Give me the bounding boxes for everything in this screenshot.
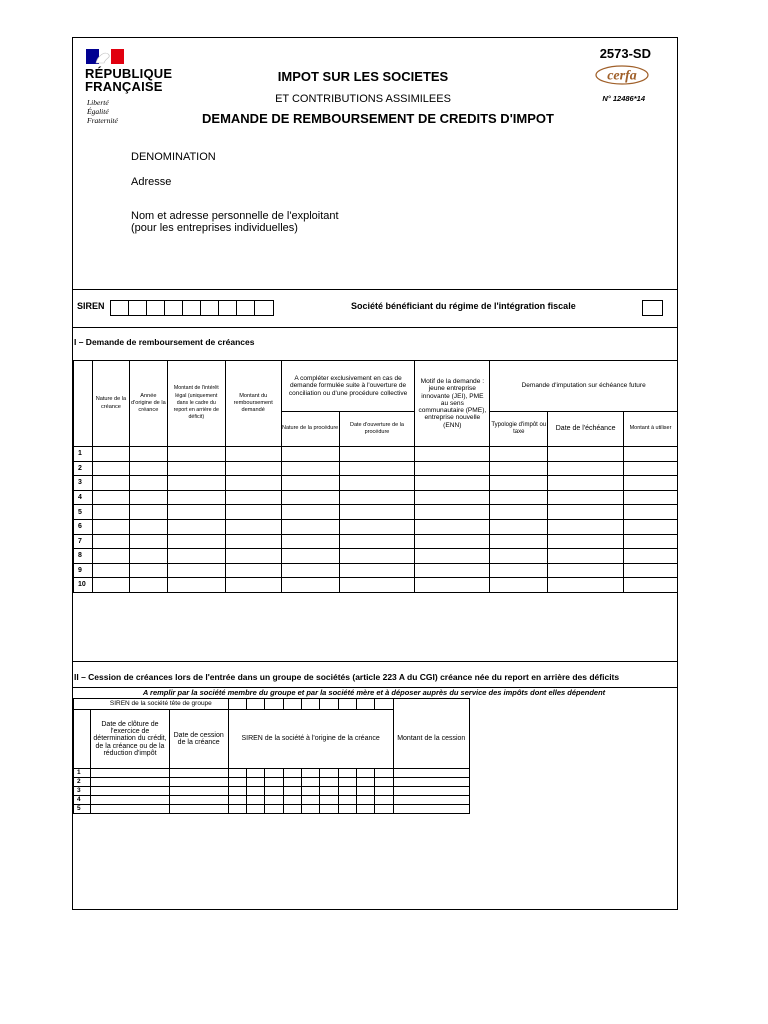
table-cell[interactable] bbox=[339, 578, 415, 593]
table-cell[interactable] bbox=[92, 519, 129, 534]
table-cell[interactable] bbox=[415, 534, 490, 549]
table-cell[interactable] bbox=[225, 505, 281, 520]
table-cell[interactable] bbox=[393, 769, 469, 778]
siren-label: SIREN bbox=[77, 301, 105, 311]
table-cell[interactable] bbox=[129, 461, 167, 476]
table-row bbox=[74, 447, 678, 462]
row-number: 9 bbox=[74, 563, 93, 578]
table-cell[interactable] bbox=[129, 563, 167, 578]
table-cell[interactable] bbox=[548, 563, 624, 578]
table-cell[interactable] bbox=[129, 519, 167, 534]
table-cell[interactable] bbox=[283, 805, 301, 814]
table-cell[interactable] bbox=[92, 476, 129, 491]
exploitant-label-line2: (pour les entreprises individuelles) bbox=[131, 222, 298, 234]
table-cell[interactable] bbox=[129, 534, 167, 549]
divider bbox=[73, 327, 677, 328]
table-row bbox=[74, 796, 470, 805]
table-cell[interactable] bbox=[624, 476, 678, 491]
table-cell[interactable] bbox=[624, 519, 678, 534]
table-cell[interactable] bbox=[301, 778, 319, 787]
table-cell[interactable] bbox=[129, 447, 167, 462]
section2-title: II – Cession de créances lors de l'entrée dans un groupe de sociétés (article 223 A du CGI) créance née du report en arrière des déficits bbox=[74, 672, 620, 682]
logo-republic-text bbox=[85, 67, 172, 93]
motto-liberte: Liberté bbox=[87, 98, 109, 107]
form-subtitle: ET CONTRIBUTIONS ASSIMILEES bbox=[275, 93, 451, 105]
table-cell[interactable] bbox=[356, 796, 374, 805]
header-interet-legal: Montant de l'intérêt légal (uniquement dans le cadre du report en arrière de déficit) bbox=[167, 361, 225, 447]
motto-egalite: Égalité bbox=[87, 107, 109, 116]
table-cell[interactable] bbox=[548, 476, 624, 491]
row-number: 4 bbox=[74, 490, 93, 505]
table-cell[interactable] bbox=[92, 490, 129, 505]
table-cell[interactable] bbox=[283, 769, 301, 778]
table-cell[interactable] bbox=[338, 805, 356, 814]
table-cell[interactable] bbox=[375, 805, 393, 814]
siren-tete-box[interactable] bbox=[338, 699, 356, 710]
table-cell[interactable] bbox=[265, 796, 283, 805]
table-cell[interactable] bbox=[129, 549, 167, 564]
row-number: 5 bbox=[74, 805, 91, 814]
table-cell[interactable] bbox=[225, 447, 281, 462]
table-cell[interactable] bbox=[375, 796, 393, 805]
header-procedure-group: A compléter exclusivement en cas de demande formulée suite à l'ouverture de conciliation ou d'une procédure collective bbox=[281, 361, 415, 412]
integration-fiscale-label: Société bénéficiant du régime de l'intégration fiscale bbox=[351, 301, 576, 311]
table-cell[interactable] bbox=[339, 505, 415, 520]
table-cell[interactable] bbox=[167, 476, 225, 491]
table-cell[interactable] bbox=[375, 778, 393, 787]
section1-title: I – Demande de remboursement de créances bbox=[74, 337, 255, 347]
table-cell[interactable] bbox=[548, 549, 624, 564]
siren-tete-box[interactable] bbox=[356, 699, 374, 710]
table-cell[interactable] bbox=[91, 778, 169, 787]
table-cell[interactable] bbox=[92, 578, 129, 593]
table-cell[interactable] bbox=[91, 787, 169, 796]
header-montant-cession: Montant de la cession bbox=[393, 710, 469, 769]
table-cell[interactable] bbox=[167, 519, 225, 534]
table-cell[interactable] bbox=[548, 461, 624, 476]
header-date-cloture: Date de clôture de l'exercice de détermination du crédit, de la créance ou de la réduction d'impôt bbox=[91, 710, 169, 769]
table-cell[interactable] bbox=[265, 778, 283, 787]
table-cell[interactable] bbox=[548, 490, 624, 505]
table-cell[interactable] bbox=[167, 490, 225, 505]
header-date-cession: Date de cession de la créance bbox=[169, 710, 228, 769]
cerfa-number: N° 12486*14 bbox=[602, 94, 645, 103]
table-row bbox=[74, 563, 678, 578]
table-cell[interactable] bbox=[169, 796, 228, 805]
table-cell[interactable] bbox=[281, 490, 339, 505]
table-row bbox=[74, 519, 678, 534]
table-cell[interactable] bbox=[225, 563, 281, 578]
siren-tete-box[interactable] bbox=[265, 699, 283, 710]
table-cell[interactable] bbox=[490, 578, 548, 593]
table-cell[interactable] bbox=[490, 476, 548, 491]
header-date-echeance: Date de l'échéance bbox=[548, 412, 624, 447]
table-cell[interactable] bbox=[624, 549, 678, 564]
header-montant-remboursement: Montant du remboursement demandé bbox=[225, 361, 281, 447]
table-cell[interactable] bbox=[225, 461, 281, 476]
motto-fraternite: Fraternité bbox=[87, 116, 118, 125]
table-row bbox=[74, 778, 470, 787]
table-cell[interactable] bbox=[92, 461, 129, 476]
table-row bbox=[74, 534, 678, 549]
table-cell[interactable] bbox=[301, 805, 319, 814]
table-cell[interactable] bbox=[92, 563, 129, 578]
header-annee-origine: Année d'origine de la créance bbox=[129, 361, 167, 447]
header-date-procedure: Date d'ouverture de la procédure bbox=[339, 412, 415, 447]
table-cell[interactable] bbox=[548, 578, 624, 593]
table-cell[interactable] bbox=[320, 769, 338, 778]
table-cell[interactable] bbox=[281, 505, 339, 520]
table-cell[interactable] bbox=[169, 778, 228, 787]
table-row bbox=[74, 461, 678, 476]
table-cell[interactable] bbox=[490, 563, 548, 578]
header-motif-demande: Motif de la demande : jeune entreprise innovante (JEI), PME au sens communautaire (PME), entreprise nouvelle (ENN) bbox=[415, 361, 490, 447]
form-number: 2573-SD bbox=[599, 46, 651, 61]
table-cell[interactable] bbox=[225, 534, 281, 549]
table-cell[interactable] bbox=[247, 796, 265, 805]
table-cell[interactable] bbox=[129, 476, 167, 491]
table-cell[interactable] bbox=[247, 787, 265, 796]
table-cell[interactable] bbox=[490, 447, 548, 462]
table-cell[interactable] bbox=[91, 805, 169, 814]
table-cell[interactable] bbox=[415, 505, 490, 520]
cession-rows bbox=[74, 769, 470, 814]
row-number: 1 bbox=[74, 769, 91, 778]
table-cell[interactable] bbox=[283, 778, 301, 787]
table-cell[interactable] bbox=[415, 563, 490, 578]
table-cell[interactable] bbox=[281, 519, 339, 534]
table-cell[interactable] bbox=[265, 769, 283, 778]
table-cell[interactable] bbox=[169, 769, 228, 778]
table-cell[interactable] bbox=[415, 461, 490, 476]
table-cell[interactable] bbox=[375, 787, 393, 796]
table-cell[interactable] bbox=[225, 476, 281, 491]
table-cell[interactable] bbox=[265, 805, 283, 814]
table-cell[interactable] bbox=[339, 534, 415, 549]
table-cell[interactable] bbox=[339, 549, 415, 564]
table-cell[interactable] bbox=[225, 549, 281, 564]
table-cell[interactable] bbox=[624, 505, 678, 520]
logo-motto bbox=[87, 98, 118, 125]
table-cell[interactable] bbox=[356, 769, 374, 778]
table-cell[interactable] bbox=[301, 796, 319, 805]
table-cell[interactable] bbox=[624, 578, 678, 593]
table-row bbox=[74, 787, 470, 796]
creances-rows bbox=[74, 447, 678, 593]
row-number: 3 bbox=[74, 787, 91, 796]
table-cell[interactable] bbox=[91, 769, 169, 778]
adresse-label: Adresse bbox=[131, 176, 172, 188]
table-cell[interactable] bbox=[283, 787, 301, 796]
table-cell[interactable] bbox=[490, 505, 548, 520]
table-cell[interactable] bbox=[624, 447, 678, 462]
table-cell[interactable] bbox=[228, 796, 246, 805]
section2-note: A remplir par la société membre du groupe et par la société mère et à déposer auprès du service des impôts dont elles dépendent bbox=[142, 688, 606, 697]
logo-line-2: FRANÇAISE bbox=[85, 79, 163, 94]
header-blank bbox=[393, 699, 469, 710]
table-cell[interactable] bbox=[228, 769, 246, 778]
table-cell[interactable] bbox=[247, 769, 265, 778]
table-cell[interactable] bbox=[375, 769, 393, 778]
cession-table bbox=[73, 698, 470, 814]
table-cell[interactable] bbox=[356, 778, 374, 787]
table-cell[interactable] bbox=[490, 461, 548, 476]
table-cell[interactable] bbox=[225, 519, 281, 534]
table-cell[interactable] bbox=[228, 805, 246, 814]
table-cell[interactable] bbox=[490, 534, 548, 549]
row-number: 1 bbox=[74, 447, 93, 462]
header-nature-creance: Nature de la créance bbox=[92, 361, 129, 447]
table-cell[interactable] bbox=[548, 447, 624, 462]
siren-tete-box[interactable] bbox=[375, 699, 393, 710]
siren-tete-box[interactable] bbox=[320, 699, 338, 710]
table-cell[interactable] bbox=[129, 490, 167, 505]
header-nature-procedure: Nature de la procédure bbox=[281, 412, 339, 447]
row-number: 10 bbox=[74, 578, 93, 593]
table-cell[interactable] bbox=[490, 519, 548, 534]
siren-tete-box[interactable] bbox=[228, 699, 246, 710]
table-cell[interactable] bbox=[624, 534, 678, 549]
table-cell[interactable] bbox=[228, 787, 246, 796]
table-cell[interactable] bbox=[169, 805, 228, 814]
logo-line-1: RÉPUBLIQUE bbox=[85, 66, 173, 81]
table-cell[interactable] bbox=[281, 534, 339, 549]
siren-input[interactable] bbox=[110, 300, 274, 316]
table-row bbox=[74, 805, 470, 814]
table-cell[interactable] bbox=[624, 490, 678, 505]
table-cell[interactable] bbox=[624, 563, 678, 578]
table-cell[interactable] bbox=[415, 549, 490, 564]
table-cell[interactable] bbox=[283, 796, 301, 805]
table-cell[interactable] bbox=[167, 563, 225, 578]
table-cell[interactable] bbox=[339, 476, 415, 491]
row-number: 4 bbox=[74, 796, 91, 805]
header-siren-tete-groupe: SIREN de la société tête de groupe bbox=[74, 699, 229, 710]
cerfa-logo-icon bbox=[595, 65, 649, 85]
table-cell[interactable] bbox=[167, 461, 225, 476]
table-cell[interactable] bbox=[320, 796, 338, 805]
table-row bbox=[74, 476, 678, 491]
table-cell[interactable] bbox=[338, 787, 356, 796]
table-cell[interactable] bbox=[167, 549, 225, 564]
table-row bbox=[74, 490, 678, 505]
header-blank bbox=[74, 361, 93, 447]
table-cell[interactable] bbox=[338, 769, 356, 778]
header-blank bbox=[74, 710, 91, 769]
table-cell[interactable] bbox=[167, 505, 225, 520]
table-cell[interactable] bbox=[91, 796, 169, 805]
table-cell[interactable] bbox=[281, 461, 339, 476]
table-cell[interactable] bbox=[281, 563, 339, 578]
table-cell[interactable] bbox=[247, 778, 265, 787]
table-cell[interactable] bbox=[281, 447, 339, 462]
table-cell[interactable] bbox=[393, 787, 469, 796]
table-cell[interactable] bbox=[92, 549, 129, 564]
table-cell[interactable] bbox=[225, 578, 281, 593]
table-cell[interactable] bbox=[301, 787, 319, 796]
header-typologie: Typologie d'impôt ou taxe bbox=[490, 412, 548, 447]
table-cell[interactable] bbox=[393, 778, 469, 787]
row-number: 8 bbox=[74, 549, 93, 564]
header-imputation-group: Demande d'imputation sur échéance future bbox=[490, 361, 678, 412]
table-cell[interactable] bbox=[393, 805, 469, 814]
table-cell[interactable] bbox=[225, 490, 281, 505]
table-cell[interactable] bbox=[281, 578, 339, 593]
table-cell[interactable] bbox=[415, 476, 490, 491]
table-cell[interactable] bbox=[548, 519, 624, 534]
integration-fiscale-checkbox[interactable] bbox=[642, 300, 663, 316]
form-main-title: DEMANDE DE REMBOURSEMENT DE CREDITS D'IMPOT bbox=[202, 111, 554, 126]
table-cell[interactable] bbox=[339, 490, 415, 505]
row-number: 7 bbox=[74, 534, 93, 549]
row-number: 2 bbox=[74, 778, 91, 787]
table-cell[interactable] bbox=[339, 563, 415, 578]
row-number: 3 bbox=[74, 476, 93, 491]
table-row bbox=[74, 769, 470, 778]
creances-table bbox=[73, 360, 678, 593]
divider bbox=[73, 289, 677, 290]
table-cell[interactable] bbox=[92, 447, 129, 462]
table-cell[interactable] bbox=[92, 505, 129, 520]
table-cell[interactable] bbox=[415, 519, 490, 534]
form-title: IMPOT SUR LES SOCIETES bbox=[277, 69, 449, 84]
table-cell[interactable] bbox=[338, 796, 356, 805]
table-cell[interactable] bbox=[167, 534, 225, 549]
header-montant-utiliser: Montant à utiliser bbox=[624, 412, 678, 447]
row-number: 6 bbox=[74, 519, 93, 534]
table-cell[interactable] bbox=[247, 805, 265, 814]
table-cell[interactable] bbox=[415, 578, 490, 593]
siren-tete-box[interactable] bbox=[301, 699, 319, 710]
table-cell[interactable] bbox=[265, 787, 283, 796]
table-cell[interactable] bbox=[92, 534, 129, 549]
table-cell[interactable] bbox=[281, 476, 339, 491]
table-cell[interactable] bbox=[624, 461, 678, 476]
table-cell[interactable] bbox=[167, 447, 225, 462]
table-cell[interactable] bbox=[320, 787, 338, 796]
table-cell[interactable] bbox=[415, 447, 490, 462]
marianne-flag-icon bbox=[86, 49, 124, 64]
table-row bbox=[74, 578, 678, 593]
divider bbox=[73, 661, 677, 662]
table-row bbox=[74, 549, 678, 564]
denomination-label: DENOMINATION bbox=[131, 151, 216, 163]
table-cell[interactable] bbox=[356, 805, 374, 814]
table-cell[interactable] bbox=[129, 505, 167, 520]
table-cell[interactable] bbox=[320, 778, 338, 787]
header-siren-origine: SIREN de la société à l'origine de la créance bbox=[228, 710, 393, 769]
table-cell[interactable] bbox=[129, 578, 167, 593]
table-cell[interactable] bbox=[339, 447, 415, 462]
table-cell[interactable] bbox=[548, 505, 624, 520]
table-cell[interactable] bbox=[356, 787, 374, 796]
table-cell[interactable] bbox=[339, 461, 415, 476]
table-row bbox=[74, 505, 678, 520]
exploitant-label-line1: Nom et adresse personnelle de l'exploitant bbox=[131, 210, 339, 222]
table-cell[interactable] bbox=[167, 578, 225, 593]
table-cell[interactable] bbox=[339, 519, 415, 534]
row-number: 2 bbox=[74, 461, 93, 476]
table-cell[interactable] bbox=[393, 796, 469, 805]
siren-tete-box[interactable] bbox=[283, 699, 301, 710]
row-number: 5 bbox=[74, 505, 93, 520]
table-cell[interactable] bbox=[281, 549, 339, 564]
table-cell[interactable] bbox=[490, 549, 548, 564]
table-cell[interactable] bbox=[548, 534, 624, 549]
cerfa-label: cerfa bbox=[607, 68, 637, 84]
table-cell[interactable] bbox=[228, 778, 246, 787]
table-cell[interactable] bbox=[320, 805, 338, 814]
form-frame bbox=[72, 37, 678, 910]
siren-tete-box[interactable] bbox=[247, 699, 265, 710]
table-cell[interactable] bbox=[338, 778, 356, 787]
table-cell[interactable] bbox=[301, 769, 319, 778]
table-cell[interactable] bbox=[169, 787, 228, 796]
table-cell[interactable] bbox=[490, 490, 548, 505]
table-cell[interactable] bbox=[415, 490, 490, 505]
